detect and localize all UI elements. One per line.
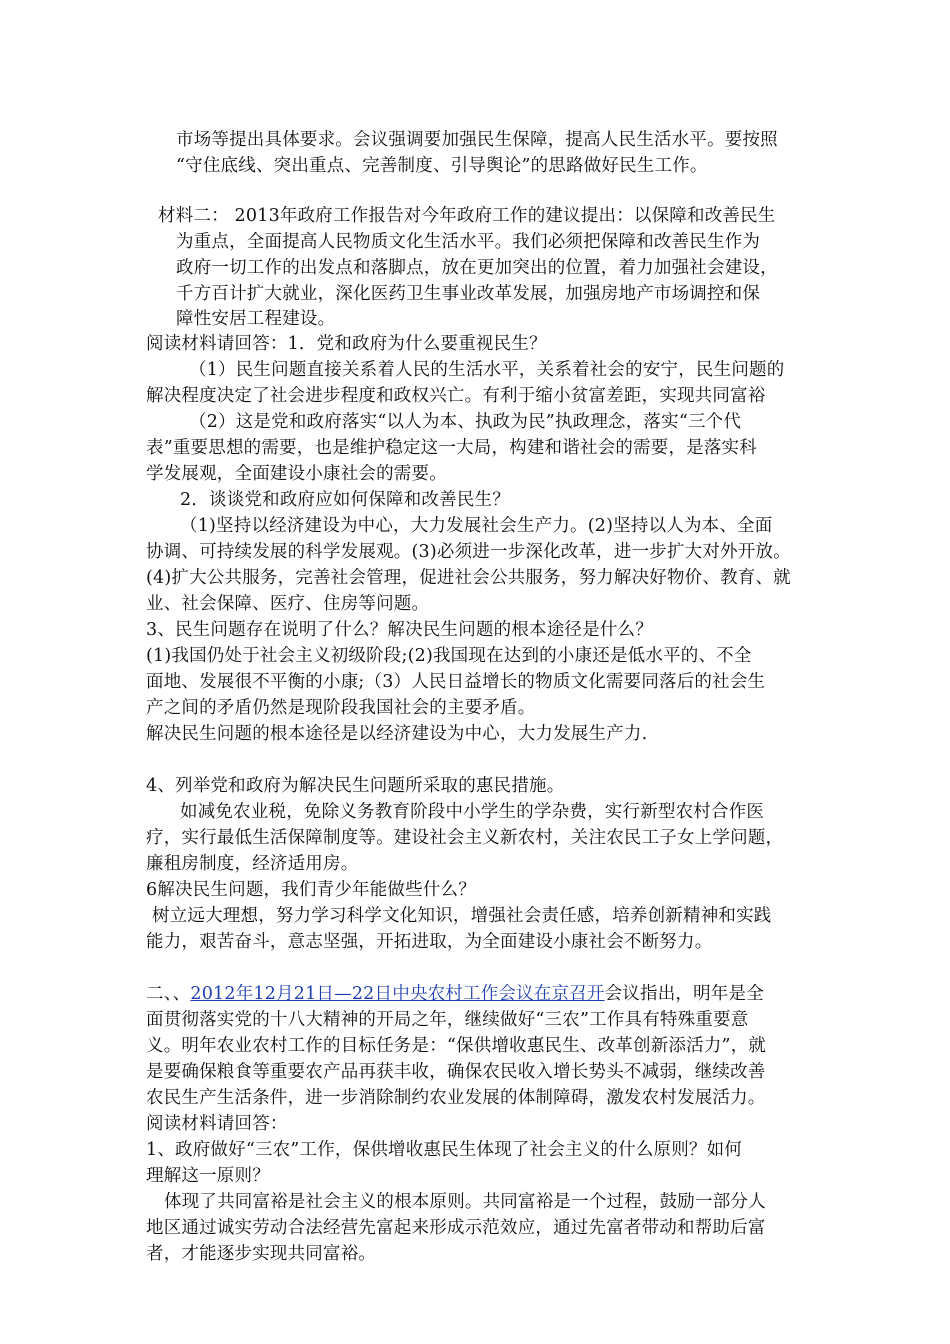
q4-line-3: 廉租房制度，经济适用房。 [146,854,359,874]
q3-line-4: 解决民生问题的根本途径是以经济建设为中心，大力发展生产力. [146,724,648,744]
section2-a1-line-1: 体现了共同富裕是社会主义的根本原则。共同富裕是一个过程，鼓励一部分人 [164,1192,766,1212]
material2-line-5: 障性安居工程建设。 [176,309,336,329]
section2-a1-line-2: 地区通过诚实劳动合法经营先富起来形成示范效应，通过先富者带动和帮助后富 [146,1218,766,1238]
intro-line-2: “守住底线、突出重点、完善制度、引导舆论”的思路做好民生工作。 [176,156,708,176]
q3-line-3: 产之间的矛盾仍然是现阶段我国社会的主要矛盾。 [146,698,536,718]
section2-line-1-rest: 会议指出，明年是全 [604,984,764,1004]
section2-q1-line-1: 1、政府做好“三农”工作，保供增收惠民生体现了社会主义的什么原则？如何 [146,1140,743,1160]
section2-a1-line-3: 者，才能逐步实现共同富裕。 [146,1244,377,1264]
q1-answer2-line-3: 学发展观，全面建设小康社会的需要。 [146,464,447,484]
q6-line-1: 树立远大理想，努力学习科学文化知识，增强社会责任感，培养创新精神和实践 [152,906,772,926]
intro-line-1: 市场等提出具体要求。会议强调要加强民生保障，提高人民生活水平。要按照 [176,130,778,150]
q6-heading: 6解决民生问题，我们青少年能做些什么？ [146,880,476,900]
section2-line-3: 义。明年农业农村工作的目标任务是：“保供增收惠民生、改革创新添活力”，就 [146,1036,767,1056]
q1-answer1-line-1: （1）民生问题直接关系着人民的生活水平，关系着社会的安宁，民生问题的 [189,360,785,380]
material2-line-4: 千方百计扩大就业，深化医药卫生事业改革发展，加强房地产市场调控和保 [176,284,761,304]
q1-answer1-line-2: 解决程度决定了社会进步程度和政权兴亡。有利于缩小贫富差距，实现共同富裕 [146,386,766,406]
q1-answer2-line-2: 表”重要思想的需要，也是维护稳定这一大局，构建和谐社会的需要，是落实科 [146,438,757,458]
q2-heading: 2．谈谈党和政府应如何保障和改善民生？ [180,490,510,510]
q1-heading: 阅读材料请回答：1．党和政府为什么要重视民生？ [146,334,547,354]
q4-line-1: 如减免农业税，免除义务教育阶段中小学生的学杂费，实行新型农村合作医 [180,802,765,822]
section2-q1-line-2: 理解这一原则？ [146,1166,270,1186]
section2-prefix: 二、、 [146,984,191,1004]
q3-line-1: (1)我国仍处于社会主义初级阶段;(2)我国现在达到的小康还是低水平的、不全 [146,646,752,666]
material2-line-1: 材料二： 2013年政府工作报告对今年政府工作的建议提出：以保障和改善民生 [158,206,776,226]
q2-line-4: 业、社会保障、医疗、住房等问题。 [146,594,430,614]
q4-line-2: 疗，实行最低生活保障制度等。建设社会主义新农村，关注农民工子女上学问题， [146,828,784,848]
section2-line-4: 是要确保粮食等重要农产品再获丰收，确保农民收入增长势头不减弱，继续改善 [146,1062,766,1082]
conference-news-link[interactable]: 2012年12月21日—22日中央农村工作会议在京召开 [190,984,605,1004]
q2-line-2: 协调、可持续发展的科学发展观。(3)必须进一步深化改革，进一步扩大对外开放。 [146,542,791,562]
q4-heading: 4、列举党和政府为解决民生问题所采取的惠民措施。 [146,776,565,796]
q6-line-2: 能力，艰苦奋斗，意志坚强，开拓进取，为全面建设小康社会不断努力。 [146,932,713,952]
q2-line-1: （1)坚持以经济建设为中心，大力发展社会生产力。(2)坚持以人为本、全面 [180,516,773,536]
q1-answer2-line-1: （2）这是党和政府落实“以人为本、执政为民”执政理念，落实“三个代 [189,412,742,432]
material2-line-3: 政府一切工作的出发点和落脚点，放在更加突出的位置，着力加强社会建设， [176,258,778,278]
section2-read-prompt: 阅读材料请回答： [146,1114,288,1134]
q3-line-2: 面地、发展很不平衡的小康;（3）人民日益增长的物质文化需要同落后的社会生 [146,672,766,692]
material2-line-2: 为重点，全面提高人民物质文化生活水平。我们必须把保障和改善民生作为 [176,232,761,252]
section2-line-1 [146,981,764,1007]
q2-line-3: (4)扩大公共服务，完善社会管理，促进社会公共服务，努力解决好物价、教育、就 [146,568,791,588]
section2-line-2: 面贯彻落实党的十八大精神的开局之年，继续做好“三农”工作具有特殊重要意 [146,1010,749,1030]
section2-line-5: 农民生产生活条件，进一步消除制约农业发展的体制障碍，激发农村发展活力。 [146,1088,766,1108]
q3-heading: 3、民生问题存在说明了什么？解决民生问题的根本途径是什么？ [146,620,653,640]
